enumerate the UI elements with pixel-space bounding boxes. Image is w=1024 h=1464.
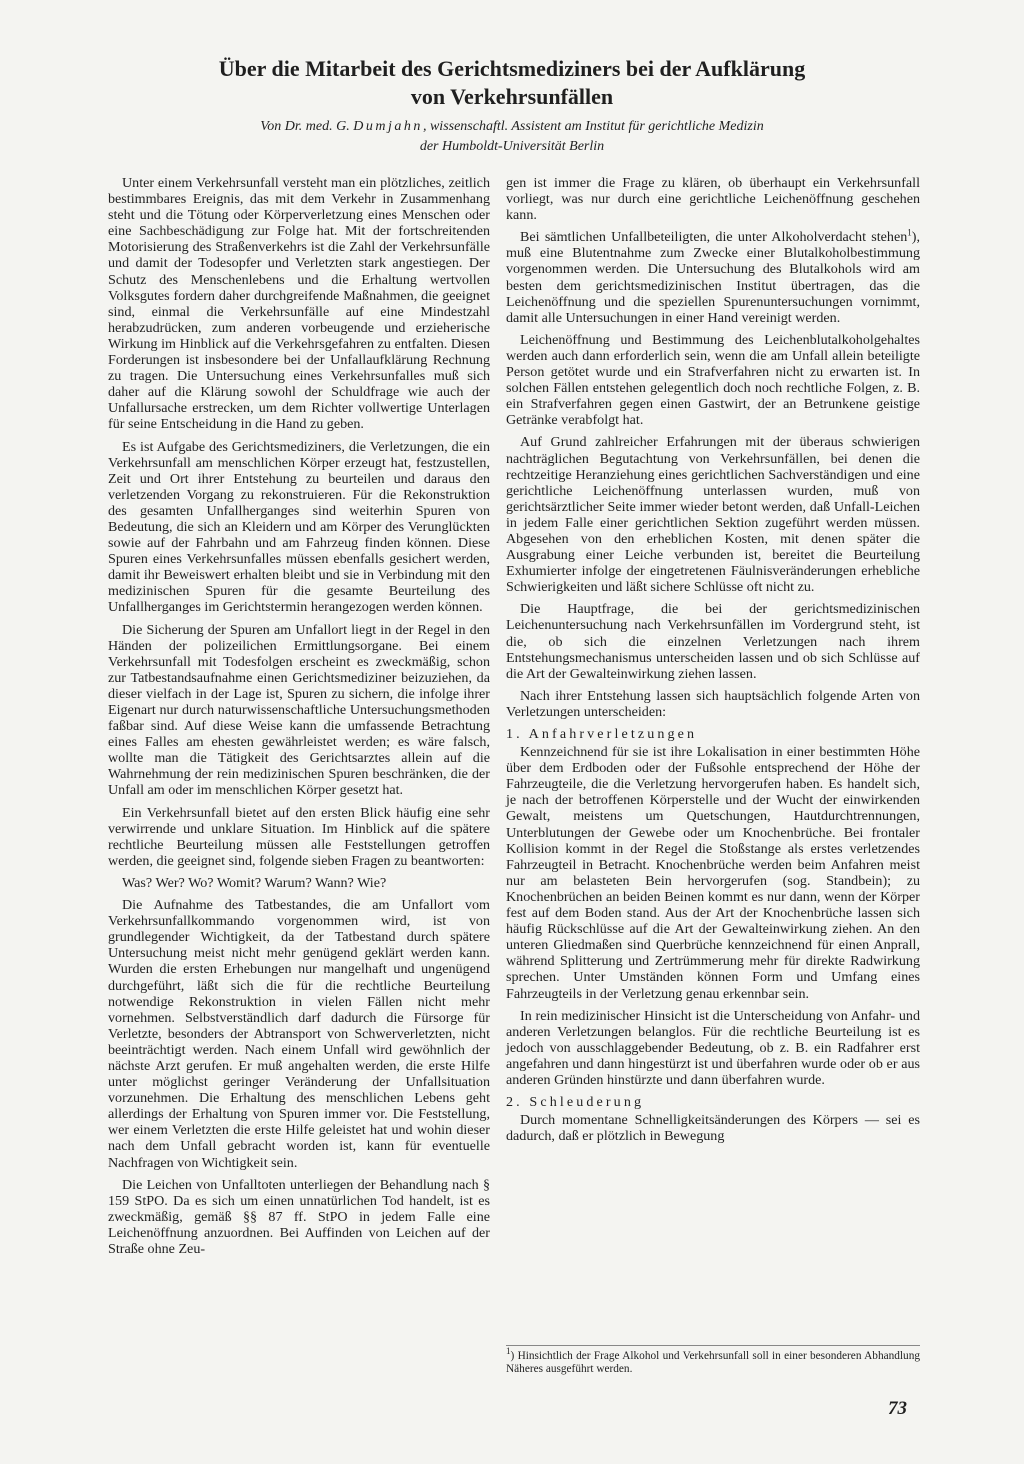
paragraph-text: Bei sämtlichen Unfallbeteiligten, die unter Alkoholverdacht stehen <box>520 229 908 246</box>
paragraph: Ein Verkehrsunfall bietet auf den ersten Blick häufig eine sehr verwirrende und unklare Situation. Im Hinblick auf die spätere rechtliche Beurteilung müssen alle Feststellungen getroffen werden, die geeignet sind, folgende sieben Fragen zu beantworten: <box>108 804 490 869</box>
seven-questions: Was? Wer? Wo? Womit? Warum? Wann? Wie? <box>122 874 387 891</box>
paragraph-text: ), muß eine Blutentnahme zum Zwecke einer Blutalkoholbestimmung vorgenommen werden. Die Untersuchung des Blutalkohols wird am besten dem gerichtsmedizinischen Institut übertragen, das die Leichenöffnung und die speziellen Spurenuntersuchungen vornimmt, damit alle Untersuchungen in einer Hand vereinigt werden. <box>506 229 920 326</box>
byline-prefix: Von Dr. med. G. <box>260 119 354 134</box>
right-column <box>506 175 920 1150</box>
section-heading-schleuderung: 2. Schleuderung <box>506 1094 645 1111</box>
paragraph <box>506 229 920 326</box>
left-column <box>108 175 490 1263</box>
author-name: Dumjahn <box>353 119 423 134</box>
paragraph: Nach ihrer Entstehung lassen sich hauptsächlich folgende Arten von Verletzungen unterscheiden: <box>506 687 920 720</box>
paragraph: Die Aufnahme des Tatbestandes, die am Unfallort vom Verkehrsunfallkommando vorgenommen wird, ist von grundlegender Wichtigkeit, da der Tatbestand durch spätere Untersuchung meist nicht mehr genügend geklärt werden kann. Wurden die ersten Erhebungen nur mangelhaft und ungenügend durchgeführt, läßt sich die für die rechtliche Beurteilung notwendige Rekonstruktion in vielen Fällen nicht mehr vornehmen. Selbstverständlich darf dadurch die Fürsorge für Verletzte, besonders der Abtransport von Schwerverletzten, nicht beeinträchtigt werden. Nach einem Unfall wird gewöhnlich der nächste Arzt gerufen. Er muß angehalten werden, die erste Hilfe unter möglichst geringer Veränderung der Unfallsituation vorzunehmen. Die Erhaltung des menschlichen Lebens geht allerdings der Erhaltung von Spuren immer vor. Die Feststellung, wer einem Verletzten die erste Hilfe geleistet hat und wohin dieser nach dem Unfall gebracht worden ist, kann für eventuelle Nachfragen von Wichtigkeit sein. <box>108 897 490 1171</box>
article-title <box>120 55 904 111</box>
byline-line-1 <box>120 117 904 137</box>
paragraph: Die Hauptfrage, die bei der gerichtsmedizinischen Leichenuntersuchung nach Verkehrsunfällen im Vordergrund steht, ist die, ob sich die einzelnen Verletzungen nach ihrem Entstehungsmechanismus unterscheiden lassen und ob sich Schlüsse auf die Art der Gewalteinwirkung ziehen lassen. <box>506 601 920 682</box>
paragraph: Die Sicherung der Spuren am Unfallort liegt in der Regel in den Händen der polizeilichen Ermittlungsorgane. Bei einem Verkehrsunfall mit Todesfolgen erscheint es zweckmäßig, schon zur Tatbestandsaufnahme einen Gerichtsmediziner beizuziehen, da dieser vielfach in der Lage ist, Spuren zu sichern, die infolge ihrer Eigenart nur durch naturwissenschaftliche Untersuchungsmethoden faßbar sind. Auf diese Weise kann die umfassende Betrachtung eines Falles am ehesten gewährleistet werden; es wäre falsch, wollte man die Tätigkeit des Gerichtsarztes allein auf die Wahrnehmung der rein medizinischen Spuren beschränken, die der Unfall am oder im menschlichen Körper gesetzt hat. <box>108 621 490 799</box>
byline <box>120 117 904 157</box>
paragraph: Es ist Aufgabe des Gerichtsmediziners, die Verletzungen, die ein Verkehrsunfall am menschlichen Körper erzeugt hat, festzustellen, Zeit und Ort ihrer Entstehung zu beurteilen und daraus den verletzenden Vorgang zu rekonstruieren. Für die Rekonstruktion des gesamten Unfallherganges sind weiterhin Spuren von Bedeutung, die sich an Kleidern und am Körper des Verunglückten sowie auf der Fahrbahn und am Fahrzeug finden können. Diese Spuren eines Verkehrsunfalles müssen ebenfalls gesichert werden, damit ihr Beweiswert erhalten bleibt und sie in Verbindung mit den medizinischen Spuren für die gesamte Beurteilung des Unfallherganges im Gerichtstermin herangezogen werden können. <box>108 438 490 616</box>
footnote-marker: 1 <box>506 1346 511 1357</box>
paragraph: Kennzeichnend für sie ist ihre Lokalisation in einer bestimmten Höhe über dem Erdboden oder der Fußsohle entsprechend der Höhe der Fahrzeugteile, die die Verletzung hervorgerufen haben. Es handelt sich, je nach der betroffenen Körperstelle und der Wucht der einwirkenden Gewalt, meistens um Quetschungen, Hautdurchtrennungen, Unterblutungen der Gewebe oder um Knochenbrüche. Bei frontaler Kollision kommt in der Regel die Stoßstange als erstes verletzendes Fahrzeugteil in Betracht. Knochenbrüche werden beim Anfahren meist nur am belasteten Bein hervorgerufen (sog. Standbein); zu Knochenbrüchen an beiden Beinen kommt es nur dann, wenn der Körper fest auf dem Boden stand. Aus der Art der Knochenbrüche lassen sich häufig Rückschlüsse auf die Art der Gewalteinwirkung ziehen. An den unteren Gliedmaßen sind Querbrüche kennzeichnend für einen Anprall, während Splitterung und Zertrümmerung mehr für direkte Radwirkung sprechen. Unter Umständen können Form und Umfang eines Fahrzeugteils in der Verletzung genau erkennbar sein. <box>506 744 920 1002</box>
section-heading-anfahrverletzungen: 1. Anfahrverletzungen <box>506 726 698 742</box>
paragraph: Durch momentane Schnelligkeitsänderungen des Körpers — sei es dadurch, daß er plötzlich in Bewegung <box>506 1112 920 1145</box>
paragraph: Unter einem Verkehrsunfall versteht man ein plötzliches, zeitlich bestimmbares Ereignis, das mit dem Verkehr in Zusammenhang steht und die Tötung oder Körperverletzung eines Menschen oder eine Sachbeschädigung zur Folge hat. Mit der fortschreitenden Motorisierung des Straßenverkehrs ist die Zahl der Verkehrsunfälle und damit der Todesopfer und Verletzten stark angestiegen. Der Schutz des Menschenlebens und die Erhaltung wertvollen Volksgutes fordern daher durchgreifende Maßnahmen, die geeignet sind, einmal die Verkehrsunfälle auf eine Mindestzahl herabzudrücken, zum anderen vorbeugende und erzieherische Wirkung im Hinblick auf die Verkehrsgefahren zu entfalten. Diesen Forderungen ist insbesondere bei der Unfallaufklärung Rechnung zu tragen. Die Untersuchung eines Verkehrsunfalles muß sich daher auf die Klärung sowohl der Schuldfrage wie auch der Unfallursache erstrecken, um dem Richter vollwertige Unterlagen für seine Entscheidung in die Hand zu geben. <box>108 175 490 433</box>
paragraph-continued: gen ist immer die Frage zu klären, ob überhaupt ein Verkehrsunfall vorliegt, was nur durch eine gerichtliche Leichenöffnung geschehen kann. <box>506 175 920 224</box>
footnote-ref: 1 <box>907 227 912 238</box>
footnote <box>506 1345 920 1376</box>
byline-line-2: der Humboldt-Universität Berlin <box>419 139 605 154</box>
paragraph: Die Leichen von Unfalltoten unterliegen der Behandlung nach § 159 StPO. Da es sich um einen unnatürlichen Tod handelt, ist es zweckmäßig, gemäß §§ 87 ff. StPO in jedem Falle eine Leichenöffnung anzuordnen. Bei Auffinden von Leichen auf der Straße ohne Zeu- <box>108 1176 490 1257</box>
page-number: 73 <box>888 1398 907 1419</box>
footnote-text: ) Hinsichtlich der Frage Alkohol und Verkehrsunfall soll in einer besonderen Abhandlung Näheres ausgeführt werden. <box>506 1350 920 1375</box>
paragraph: Auf Grund zahlreicher Erfahrungen mit der überaus schwierigen nachträglichen Begutachtung von Verkehrsunfällen, bei denen die rechtzeitige Heranziehung eines gerichtlichen Sachverständigen und eine gerichtliche Leichenöffnung unterlassen wurden, muß von gerichtsärztlicher Seite immer wieder betont werden, daß Unfall-Leichen in jedem Falle einer gerichtlichen Sektion zugeführt werden müssen. Abgesehen von den erheblichen Kosten, mit denen später die Ausgrabung einer Leiche verbunden ist, bereitet die Beurteilung Exhumierter infolge der eingetretenen Fäulnisveränderungen erhebliche Schwierigkeiten und läßt sichere Schlüsse oft nicht zu. <box>506 434 920 596</box>
title-line-1: Über die Mitarbeit des Gerichtsmediziners bei der Aufklärung <box>218 56 806 81</box>
paragraph: In rein medizinischer Hinsicht ist die Unterscheidung von Anfahr- und anderen Verletzungen belanglos. Für die rechtliche Beurteilung ist es jedoch von ausschlaggebender Bedeutung, ob z. B. ein Radfahrer erst angefahren und dann hingestürzt ist und überfahren wurde oder ob er aus anderen Gründen hinstürzte und dann überfahren wurde. <box>506 1007 920 1088</box>
paragraph: Leichenöffnung und Bestimmung des Leichenblutalkoholgehaltes werden auch dann erforderlich sein, wenn die am Unfall allein beteiligte Person getötet wurde und ein Strafverfahren nicht zu erwarten ist. In solchen Fällen entstehen gelegentlich doch noch rechtliche Folgen, z. B. ein Strafverfahren gegen einen Gastwirt, der an Betrunkene geistige Getränke verabfolgt hat. <box>506 331 920 429</box>
title-line-2: von Verkehrsunfällen <box>410 84 614 109</box>
byline-affiliation: , wissenschaftl. Assistent am Institut für gerichtliche Medizin <box>422 119 764 134</box>
